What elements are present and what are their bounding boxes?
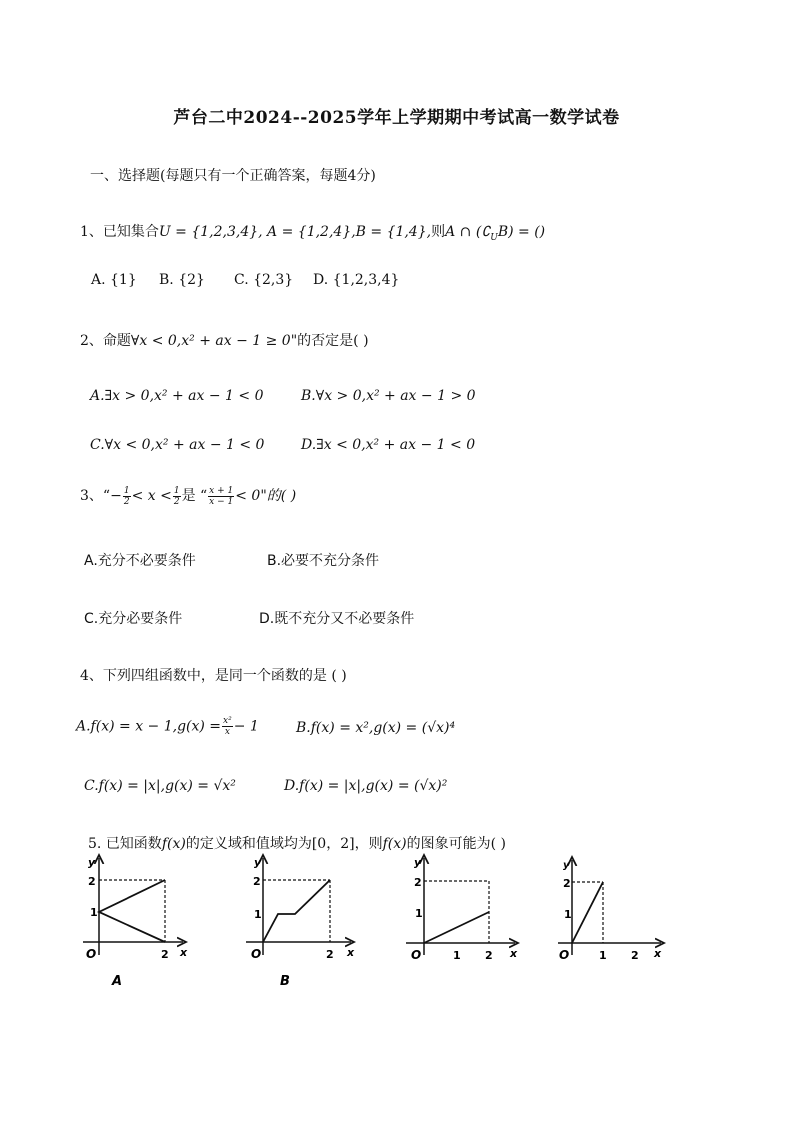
q3-tail: < 0"的( )	[235, 488, 297, 504]
graph-a-tick-x2: 2	[161, 948, 169, 961]
q1-stem-text: 已知集合	[102, 224, 159, 240]
q3-minus: −	[110, 488, 122, 504]
q5-stem-b: 的定义域和值域均为[0，2]，则	[185, 836, 383, 852]
graph-a-y-label: y	[88, 856, 96, 869]
graph-c-tick-y1: 1	[415, 907, 423, 920]
graph-a-tick-y1: 1	[90, 906, 98, 919]
graph-c-tick-x2: 2	[485, 949, 493, 962]
q3-option-c: C.充分必要条件	[84, 611, 183, 627]
q1-then: 则	[431, 224, 446, 240]
section-heading: 一、选择题(每题只有一个正确答案，每题4分)	[90, 168, 376, 184]
q3-half-den: 2	[123, 496, 130, 507]
question-5	[88, 833, 506, 853]
graph-a-x-label: x	[180, 946, 188, 959]
graph-b-curve	[263, 880, 330, 942]
q5-stem-c: 的图象可能为( )	[406, 836, 506, 852]
q5-number: 5.	[88, 836, 102, 852]
question-1	[80, 221, 545, 243]
graph-c-tick-x1: 1	[453, 949, 461, 962]
question-4	[80, 665, 347, 685]
graph-b-tick-y1: 1	[254, 908, 262, 921]
graph-a	[78, 852, 198, 992]
graph-a-origin: O	[86, 947, 97, 961]
graph-a-caption: A	[112, 974, 123, 989]
q2-stem-text: 命题	[102, 333, 131, 349]
graph-d-tick-x1: 1	[599, 949, 607, 962]
q3-option-d: D.既不充分又不必要条件	[259, 611, 415, 627]
question-2	[80, 330, 369, 350]
q3-frac-num: x + 1	[209, 485, 234, 496]
q3-half2-num: 1	[173, 485, 180, 496]
q5-fx: f(x)	[161, 836, 186, 852]
q2-option-d: D.∃x < 0,x² + ax − 1 < 0	[301, 437, 476, 453]
graph-b-caption: B	[280, 974, 290, 989]
graph-b-origin: O	[251, 947, 262, 961]
q4-option-a-tail: − 1	[233, 718, 259, 735]
graph-c-x-label: x	[510, 947, 518, 960]
q3-half2-den: 2	[173, 496, 180, 507]
q4-option-c: C.f(x) = |x|,g(x) = √x²	[84, 778, 236, 794]
q3-inequality: < x <	[131, 488, 172, 504]
q2-option-b: B.∀x > 0,x² + ax − 1 > 0	[301, 388, 476, 404]
q4-option-a	[76, 716, 259, 737]
graph-d-tick-y1: 1	[564, 908, 572, 921]
q4-opta-num: x²	[223, 716, 232, 726]
q3-is: 是 “	[181, 488, 208, 504]
graph-b-tick-x2: 2	[326, 948, 334, 961]
q2-stem-end: 的否定是( )	[297, 333, 369, 349]
q3-open-quote: “	[102, 488, 111, 504]
q4-opta-den: x	[224, 727, 230, 737]
graph-d-origin: O	[559, 948, 570, 962]
graph-d-y-label: y	[563, 860, 570, 871]
q4-option-a-fraction	[222, 716, 233, 737]
q1-option-d: D. {1,2,3,4}	[313, 272, 400, 288]
q1-subscript: U	[490, 232, 498, 243]
q3-half-fraction	[123, 486, 131, 507]
q1-expression-end: B) = ()	[497, 224, 546, 240]
q3-frac-den: x − 1	[209, 496, 234, 507]
q3-half-fraction-2	[173, 486, 181, 507]
graph-a-curve	[99, 880, 165, 942]
graph-d-x-label: x	[654, 947, 662, 960]
graph-c-origin: O	[411, 948, 422, 962]
q4-option-b: B.f(x) = x²,g(x) = (√x)⁴	[296, 720, 456, 736]
graph-b	[243, 852, 363, 992]
question-3	[80, 485, 296, 507]
q2-option-c: C.∀x < 0,x² + ax − 1 < 0	[90, 437, 265, 453]
graph-d-tick-x2: 2	[631, 949, 639, 962]
q2-proposition: ∀x < 0,x² + ax − 1 ≥ 0"	[130, 333, 298, 349]
q1-option-b: B. {2}	[159, 272, 205, 288]
graph-b-y-label: y	[254, 856, 262, 869]
graph-c-curve	[424, 912, 489, 943]
graph-b-tick-y2: 2	[253, 875, 261, 888]
q1-option-c: C. {2,3}	[234, 272, 294, 288]
q5-fx-2: f(x)	[382, 836, 407, 852]
graph-a-tick-y2: 2	[88, 875, 96, 888]
q3-half-num: 1	[123, 485, 130, 496]
q1-sets: U = {1,2,3,4}, A = {1,2,4},B = {1,4},	[158, 224, 432, 240]
q2-option-a: A.∃x > 0,x² + ax − 1 < 0	[90, 388, 264, 404]
q2-number: 2、	[80, 333, 103, 349]
q1-number: 1、	[80, 224, 103, 240]
graph-c	[403, 852, 523, 967]
graph-d-curve	[572, 882, 603, 943]
q3-option-b: B.必要不充分条件	[267, 553, 380, 569]
q4-option-d: D.f(x) = |x|,g(x) = (√x)²	[284, 778, 448, 794]
q5-stem-a: 已知函数	[105, 836, 162, 852]
graph-c-tick-y2: 2	[414, 876, 422, 889]
q4-option-a-text: A.f(x) = x − 1,g(x) =	[76, 718, 222, 735]
q4-number: 4、	[80, 668, 103, 684]
graph-c-y-label: y	[414, 856, 422, 869]
q3-option-a: A.充分不必要条件	[84, 553, 196, 569]
graph-b-x-label: x	[347, 946, 355, 959]
q4-stem: 下列四组函数中，是同一个函数的是 ( )	[102, 668, 347, 684]
graph-d-tick-y2: 2	[563, 877, 571, 890]
q1-expression: A ∩ (∁	[445, 224, 491, 240]
page-title: 芦台二中2024--2025学年上学期期中考试高一数学试卷	[173, 108, 620, 128]
q3-rational-fraction	[208, 486, 234, 507]
q3-number: 3、	[80, 488, 103, 504]
graph-d	[552, 852, 667, 967]
q1-option-a: A. {1}	[91, 272, 137, 288]
